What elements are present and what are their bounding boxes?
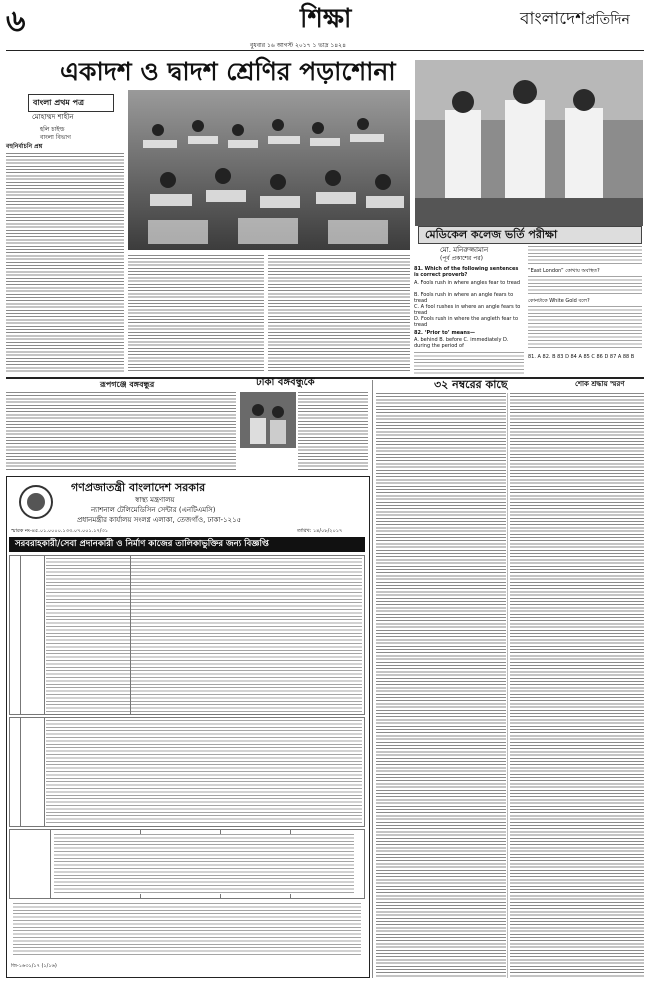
question-east-london: “East London” কোথায় অবস্থিত? (528, 268, 600, 274)
section-title: শিক্ষা (300, 4, 352, 34)
notice-table (9, 555, 365, 715)
notice-table-2 (9, 717, 365, 827)
teacher-line-1: হলি চাইল্ড (40, 126, 65, 133)
mcq-heading: বহুনির্বাচনি প্রশ্ন (6, 143, 43, 150)
question-82: 82. ‘Prior to’ means— (414, 330, 475, 336)
question-82-options: A. behind B. before C. immediately D. during the period of (414, 337, 509, 349)
mcq-text-col-1 (6, 153, 124, 373)
mid-news-title: ঢাকা বঙ্গবন্ধুকে (256, 377, 315, 388)
notice-banner-text: সরবরাহকারী/সেবা প্রদানকারী ও নির্মাণ কাজের তালিকাভুক্তির জন্য বিজ্ঞপ্তি (15, 539, 269, 549)
medical-text-col-2c (528, 306, 642, 350)
header-rule (6, 50, 644, 51)
left-news-text (6, 392, 236, 472)
right-news-title: শোক শ্রদ্ধায় স্মরণ (575, 380, 625, 388)
ministry: স্বাস্থ্য মন্ত্রণালয় (135, 496, 175, 504)
question-white-gold: কোনটাকে White Gold বলে? (528, 298, 590, 304)
table-rows-2 (46, 720, 362, 824)
medical-banner (418, 226, 642, 244)
medical-author: মো. মনিরুজ্জামান (440, 246, 489, 254)
memo-number: স্মারক নং-৪৫.০১.০০০০.১৩৩.০৭.০০১.১৭/৩১ (11, 528, 108, 534)
article-left-divider (372, 380, 373, 978)
question-81-d: D. Fools rush in where the angleth fear to tread (414, 316, 519, 328)
medical-text-col-2a (528, 246, 642, 266)
gov-notice (6, 476, 370, 978)
date-line: বুধবার ১৬ আগস্ট ২০১৭ ১ ভাদ্র ১৪২৪ (250, 42, 346, 49)
table2-col-2 (44, 718, 45, 826)
masthead-right: প্রতিদিন (585, 12, 630, 28)
table-col-2 (44, 556, 45, 714)
subject-label: বাংলা প্রথম পত্র (33, 98, 84, 107)
exam-hall-illustration (128, 90, 410, 250)
medical-banner-text: মেডিকেল কলেজ ভর্তি পরীক্ষা (425, 228, 558, 241)
subject-box (28, 94, 114, 112)
answer-line: 81. A 82. B 83 D 84 A 85 C 86 D 87 A 88 B (528, 354, 635, 360)
mourning-illustration (240, 392, 296, 448)
gov-emblem-icon (19, 485, 53, 519)
author-line: মোহাম্মদ শাহীন (32, 113, 74, 121)
teacher-line-2: বাংলা বিভাগ (40, 134, 71, 141)
table-col-1 (20, 556, 21, 714)
table2-col-1 (20, 718, 21, 826)
question-81-c: C. A fool rushes in where an angle fears to tread (414, 304, 521, 316)
feature-bottom-rule (6, 377, 644, 379)
mcq-text-col-2 (128, 255, 264, 373)
mcq-text-col-3 (268, 255, 410, 373)
medical-text-col-1b (414, 352, 524, 374)
question-81-b: B. Fools rush in where an angle fears to tread (414, 292, 514, 304)
emblem-inner (27, 493, 45, 511)
masthead-left: বাংলাদেশ (520, 9, 586, 29)
medical-students-photo (415, 60, 643, 226)
notice-banner (9, 537, 365, 552)
org-name: ন্যাশনাল টেলিমেডিসিন সেন্টার (এনটিএমসি) (91, 506, 216, 514)
table3-col-1 (50, 830, 51, 898)
table-rows-3 (54, 834, 354, 894)
medical-text-col-2b (528, 276, 642, 296)
left-news-title: রূপগঞ্জে বঙ্গবন্ধুর (100, 380, 155, 389)
article-col-2 (510, 393, 644, 978)
notice-table-3 (9, 829, 365, 899)
notice-footer-code: জি-১৬৩১/১৭ (১/১৬) (11, 963, 57, 969)
mid-news-text (298, 392, 368, 472)
exam-hall-photo (128, 90, 410, 250)
org-address: প্রধানমন্ত্রীর কার্যালয় সংলগ্ন এলাকা, তেজগাঁও, ঢাকা-১২১৫ (77, 516, 242, 524)
masthead (520, 8, 630, 31)
page-number: ৬ (6, 4, 26, 39)
lab-illustration (415, 60, 643, 226)
mourning-photo (240, 392, 296, 448)
center-news-title: ৩২ নম্বরের কাছে (434, 378, 508, 391)
question-81: 81. Which of the following sentences is correct proverb? (414, 266, 519, 278)
table-rows-1 (46, 558, 362, 712)
gov-title: গণপ্রজাতন্ত্রী বাংলাদেশ সরকার (71, 481, 206, 494)
medical-author-sub: (পূর্ব প্রকাশের পর) (440, 255, 483, 262)
article-col-1 (376, 393, 506, 978)
table-col-3 (130, 556, 131, 714)
question-81-a: A. Fools rush in where angles fear to tread (414, 280, 521, 286)
notice-footer-text (13, 903, 361, 955)
memo-date: তারিখ: ১৪/০৮/২০১৭ (297, 528, 343, 534)
article-col-divider (507, 393, 508, 978)
feature-title: একাদশ ও দ্বাদশ শ্রেণির পড়াশোনা (60, 57, 396, 86)
